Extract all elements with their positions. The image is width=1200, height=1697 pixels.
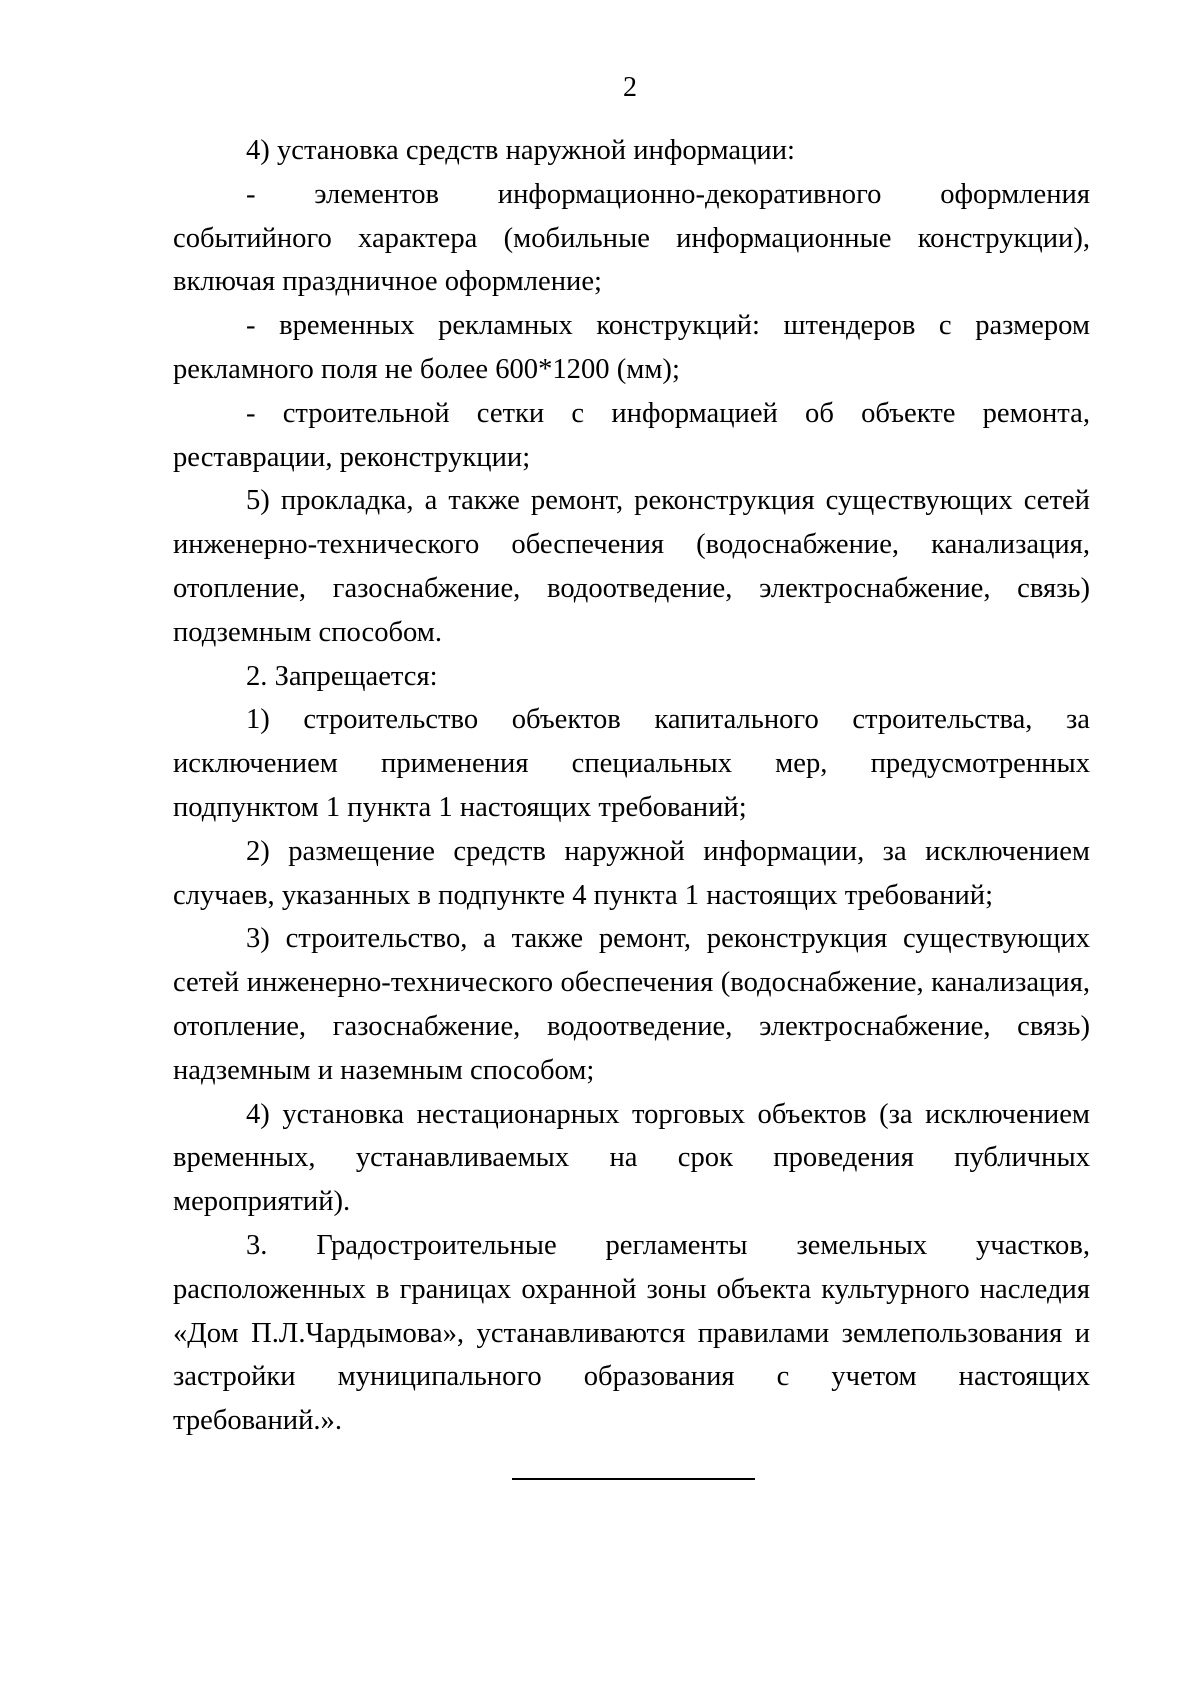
end-separator-line xyxy=(512,1478,755,1480)
paragraph-prohibited-trade-objects: 4) установка нестационарных торговых объектов (за исключением временных, устанавливаемых на срок проведения публичных мероприятий). xyxy=(173,1098,1090,1218)
paragraph-decorative-elements: - элементов информационно-декоративного оформления событийного характера (мобильные информационные конструкции), включая праздничное оформление; xyxy=(173,178,1090,298)
paragraph-prohibited-aboveground-networks: 3) строительство, а также ремонт, реконструкция существующих сетей инженерно-технического обеспечения (водоснабжение, канализация, отопление, газоснабжение, водоотведение, электроснабжение, связь) надземным и наземным способом; xyxy=(173,923,1090,1086)
paragraph-prohibited-heading: 2. Запрещается: xyxy=(246,660,438,692)
paragraph-underground-networks: 5) прокладка, а также ремонт, реконструкция существующих сетей инженерно-технического обеспечения (водоснабжение, канализация, отопление, газоснабжение, водоотведение, электроснабжение, связь) подземным способом. xyxy=(173,485,1090,648)
paragraph-outdoor-info-installation: 4) установка средств наружной информации: xyxy=(246,135,795,166)
paragraph-construction-mesh: - строительной сетки с информацией об объекте ремонта, реставрации, реконструкции; xyxy=(173,397,1090,473)
paragraph-temporary-ad-structures: - временных рекламных конструкций: штендеров с размером рекламного поля не более 600*1200 (мм); xyxy=(173,310,1090,385)
paragraph-urban-regulations: 3. Градостроительные регламенты земельных участков, расположенных в границах охранной зоны объекта культурного наследия «Дом П.Л.Чардымова», устанавливаются правилами землепользования и застройки муниципального образования с учетом настоящих требований.». xyxy=(173,1229,1090,1437)
paragraph-prohibited-outdoor-info: 2) размещение средств наружной информации, за исключением случаев, указанных в подпункте 4 пункта 1 настоящих требований; xyxy=(173,835,1090,911)
paragraph-prohibited-capital-construction: 1) строительство объектов капитального строительства, за исключением применения специальных мер, предусмотренных подпунктом 1 пункта 1 настоящих требований; xyxy=(173,704,1090,823)
page-number: 2 xyxy=(623,72,637,103)
document-body xyxy=(173,129,1090,1443)
